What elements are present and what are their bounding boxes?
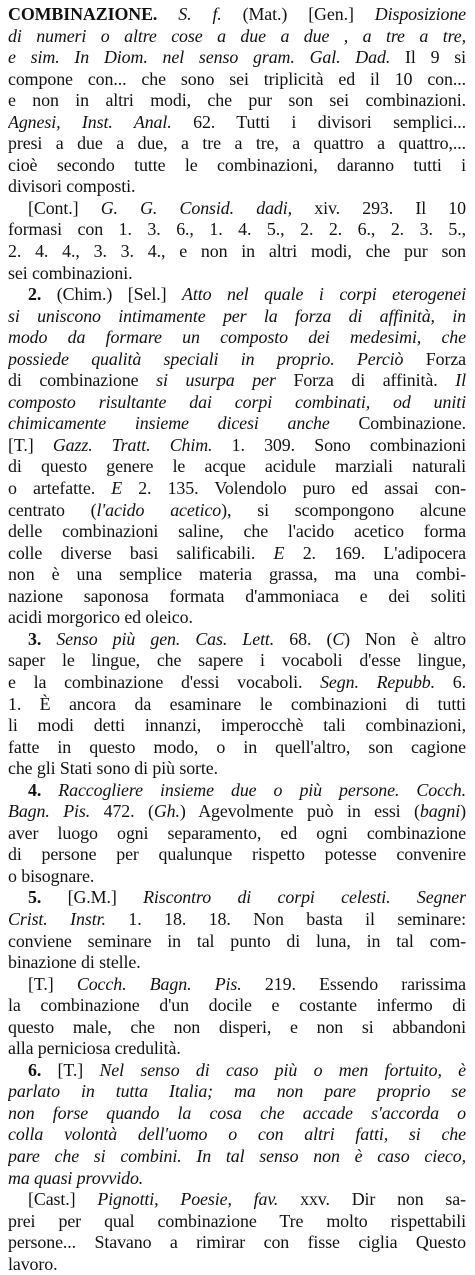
entry-line [8, 1232, 466, 1254]
text-run: che gli Stati sono di più sorte. [8, 758, 218, 779]
italic-text: E [111, 478, 123, 499]
text-run: [Cont.] [28, 197, 101, 218]
text-run: 1. È ancora da esaminare le combinazioni di tutti [8, 693, 466, 714]
italic-text: G. G. Consid. dadi, [100, 197, 293, 218]
text-run: compone con... che sono sei triplicità ed il 10 con... [8, 68, 466, 89]
italic-text: bagni [419, 801, 461, 822]
text-run: ), si scompongono alcune [221, 499, 466, 520]
entry-line [8, 327, 466, 349]
italic-text: Atto nel quale i corpi eterogenei [182, 284, 466, 305]
text-run: 1. 18. 18. Non basta il seminare: [105, 908, 466, 929]
entry-line [8, 4, 466, 26]
text-run: la combinazione d'un docile e costante infermo di [8, 995, 466, 1016]
text-run: Forza [403, 348, 466, 369]
text-run: formasi con 1. 3. 6., 1. 4. 5., 2. 2. 6., 2. 3. 5., [8, 219, 466, 240]
entry-line [8, 1081, 466, 1103]
text-run: 2. 135. Volendolo puro ed assai con- [122, 478, 466, 499]
italic-text: Perciò [356, 348, 404, 369]
italic-text: Agnesi, Inst. Anal. [8, 111, 172, 132]
text-run: di questo genere le acque acidule marziali naturali [8, 456, 466, 477]
entry-line [8, 887, 466, 909]
italic-text: Gazz. Tratt. Chim. [52, 434, 213, 455]
text-run [41, 780, 58, 800]
entry-line [8, 995, 466, 1017]
sense-number: 6. [28, 1059, 42, 1080]
text-run: [G.M.] [41, 887, 144, 908]
text-run: Forza di affinità. [275, 370, 456, 391]
text-run: 219. Essendo rarissima [241, 973, 466, 994]
text-run: e non in altri modi, che pur son sei combinazioni. [8, 90, 466, 111]
entry-line [8, 607, 466, 629]
italic-text: parlato in tutta Italia; ma non pare proprio se [8, 1081, 466, 1102]
italic-text: Nel senso di caso più o men fortuito, è [99, 1059, 466, 1080]
entry-line [8, 435, 466, 457]
entry-line [8, 133, 466, 155]
entry-line [8, 500, 466, 522]
entry-line [8, 456, 466, 478]
text-run: 2. 169. L'adipocera [284, 542, 466, 563]
text-run: [T.] [8, 434, 53, 455]
entry-line [8, 543, 466, 565]
text-run: saper le lingue, che sapere i vocaboli d'esse lingue, [8, 650, 466, 671]
italic-text: composto risultante dai corpi combinati, od uniti [8, 391, 466, 412]
entry-line [8, 931, 466, 953]
entry-line [8, 1211, 466, 1233]
entry-line [8, 219, 466, 241]
entry-line [8, 1146, 466, 1168]
italic-text: Cocch. Bagn. Pis. [76, 973, 242, 994]
text-run: conviene seminare in tal punto di luna, in tal com- [8, 930, 466, 951]
entry-line [8, 370, 466, 392]
italic-text: Gh. [153, 801, 180, 822]
text-run: sei combinazioni. [8, 262, 133, 283]
entry-line [8, 1017, 466, 1039]
text-run: di persone per qualunque rispetto potesse convenire [8, 844, 466, 865]
text-run: e la combinazione d'essi vocaboli. [8, 671, 321, 692]
text-run: ) [460, 801, 466, 822]
text-run: questo male, che non disperi, e non si abbandoni [8, 1016, 466, 1037]
entry-line [8, 844, 466, 866]
text-run: nazione saponosa formata d'ammoniaca e dei soliti [8, 585, 466, 606]
entry-line [8, 1168, 466, 1190]
italic-text: si uniscono intimamente per la forza di affinità, in [8, 305, 466, 326]
text-run: 68. ( [274, 628, 333, 649]
italic-text: Senso più gen. Cas. Lett. [56, 628, 275, 649]
text-run: prei per qual combinazione Tre molto rispettabili [8, 1210, 466, 1231]
entry-line [8, 1038, 466, 1060]
sense-number: 2. [28, 284, 42, 305]
entry-line [8, 241, 466, 263]
text-run: persone... Stavano a rimirar con fisse ciglia Questo [8, 1232, 466, 1253]
italic-text: Pignotti, Poesie, fav. [97, 1189, 279, 1210]
entry-line [8, 263, 466, 285]
italic-text: possiede qualità speciali in proprio. [8, 348, 335, 369]
entry-line [8, 1103, 466, 1125]
text-run: di combinazione [8, 370, 157, 391]
italic-text: l'acido acetico [96, 499, 222, 520]
entry-line [8, 586, 466, 608]
text-run: cioè secondo tutte le combinazioni, daranno tutti i [8, 154, 466, 175]
italic-text: di numeri o altre cose a due a due , a tre a tre, [8, 25, 466, 46]
italic-text: non forse quando la cosa che accade s'accorda o [8, 1102, 466, 1123]
entry-line [8, 650, 466, 672]
entry-line [8, 780, 466, 802]
entry-line [8, 801, 466, 823]
text-run: Il 9 si [390, 47, 466, 68]
entry-line [8, 1189, 466, 1211]
entry-line [8, 672, 466, 694]
text-run: alla perniciosa credulità. [8, 1038, 181, 1059]
entry-line [8, 629, 466, 651]
italic-text: Disposizione [374, 4, 466, 24]
text-run: centrato ( [8, 499, 97, 520]
entry-line [8, 866, 466, 888]
italic-text: modo da formare un composto dei medesimi, che [8, 327, 466, 348]
entry-line [8, 306, 466, 328]
italic-text: chimicamente insieme dicesi anche [8, 413, 330, 434]
text-run: 1. 309. Sono combinazioni [212, 434, 466, 455]
text-run: ) Agevolmente può in essi ( [179, 801, 420, 822]
text-run: lavoro. [8, 1253, 58, 1274]
entry-line [8, 349, 466, 371]
italic-text: Il [455, 370, 466, 391]
entry-line [8, 952, 466, 974]
italic-text: pare che si combini. In tal senso non è caso cieco, [8, 1145, 466, 1166]
text-run: 62. Tutti i divisori semplici... [171, 111, 466, 132]
entry-line [8, 198, 466, 220]
text-run: fatte in questo modo, o in quell'altro, son cagione [8, 736, 466, 757]
text-run [157, 4, 178, 24]
italic-text: Raccogliere insieme due o più persone. Cocch. [58, 779, 466, 800]
entry-line [8, 974, 466, 996]
italic-text: Bagn. Pis. [8, 801, 91, 822]
text-run: non è una semplice materia grassa, ma una combi- [8, 564, 466, 585]
text-run: 472. ( [90, 801, 154, 822]
headword: COMBINAZIONE. [8, 4, 158, 24]
text-run [41, 629, 56, 649]
text-run: presi a due a due, a tre a tre, a quattro a quattro,... [8, 133, 466, 154]
sense-number: 4. [28, 779, 42, 800]
text-run: Combinazione. [329, 413, 466, 434]
entry-line [8, 758, 466, 780]
text-run: aver luogo ogni separamento, ed ogni combinazione [8, 822, 466, 843]
entry-line [8, 909, 466, 931]
entry-line [8, 737, 466, 759]
text-run [335, 349, 357, 369]
italic-text: Riscontro di corpi celesti. Segner [143, 887, 466, 908]
text-run: ) Non è altro [344, 628, 466, 649]
sense-number: 5. [28, 887, 42, 908]
text-run: o artefatte. [8, 478, 112, 499]
italic-text: Segn. Repubb. [320, 671, 436, 692]
text-run: [Cast.] [28, 1189, 98, 1210]
entry-line [8, 715, 466, 737]
italic-text: si usurpa per [156, 370, 276, 391]
text-run: 2. 4. 4., 3. 3. 4., e non in altri modi, che pur son [8, 241, 466, 262]
entry-line [8, 478, 466, 500]
entry-line [8, 90, 466, 112]
text-run: [T.] [28, 973, 77, 994]
entry-line [8, 155, 466, 177]
entry-line [8, 47, 466, 69]
entry-line [8, 1124, 466, 1146]
text-run: xxv. Dir non sa- [278, 1189, 466, 1210]
text-run: acidi morgorico ed oleico. [8, 607, 193, 628]
text-run: 6. [435, 671, 466, 692]
text-run: (Mat.) [Gen.] [221, 4, 375, 24]
entry-line [8, 521, 466, 543]
entry-line [8, 26, 466, 48]
italic-text: E [273, 542, 285, 563]
text-run: [T.] [41, 1059, 100, 1080]
entry-line [8, 1060, 466, 1082]
sense-number: 3. [28, 628, 42, 649]
entry-line [8, 112, 466, 134]
text-run: delle combinazioni saline, che l'acido acetico forma [8, 521, 466, 542]
italic-text: S. f. [178, 4, 222, 24]
text-run: binazione di stelle. [8, 952, 141, 973]
entry-line [8, 823, 466, 845]
entry-line [8, 1254, 466, 1275]
italic-text: ma quasi provvido. [8, 1167, 144, 1188]
entry-line [8, 284, 466, 306]
entry-line [8, 564, 466, 586]
entry-line [8, 694, 466, 716]
entry-line [8, 413, 466, 435]
italic-text: C [332, 628, 345, 649]
text-run: o bisognare. [8, 865, 95, 886]
italic-text: colla volontà dell'uomo o con altri fatti, si che [8, 1124, 466, 1145]
text-run: li modi detti innanzi, imperocchè tali combinazioni, [8, 715, 466, 736]
text-run: xiv. 293. Il 10 [292, 197, 466, 218]
text-run: divisori composti. [8, 176, 136, 197]
entry-line [8, 392, 466, 414]
entry-line [8, 69, 466, 91]
italic-text: e sim. In Diom. nel senso gram. Gal. Dad. [8, 47, 391, 68]
entry-line [8, 176, 466, 198]
text-run: (Chim.) [Sel.] [41, 284, 182, 305]
italic-text: Crist. Instr. [8, 908, 106, 929]
text-run: colle diverse basi salificabili. [8, 542, 274, 563]
